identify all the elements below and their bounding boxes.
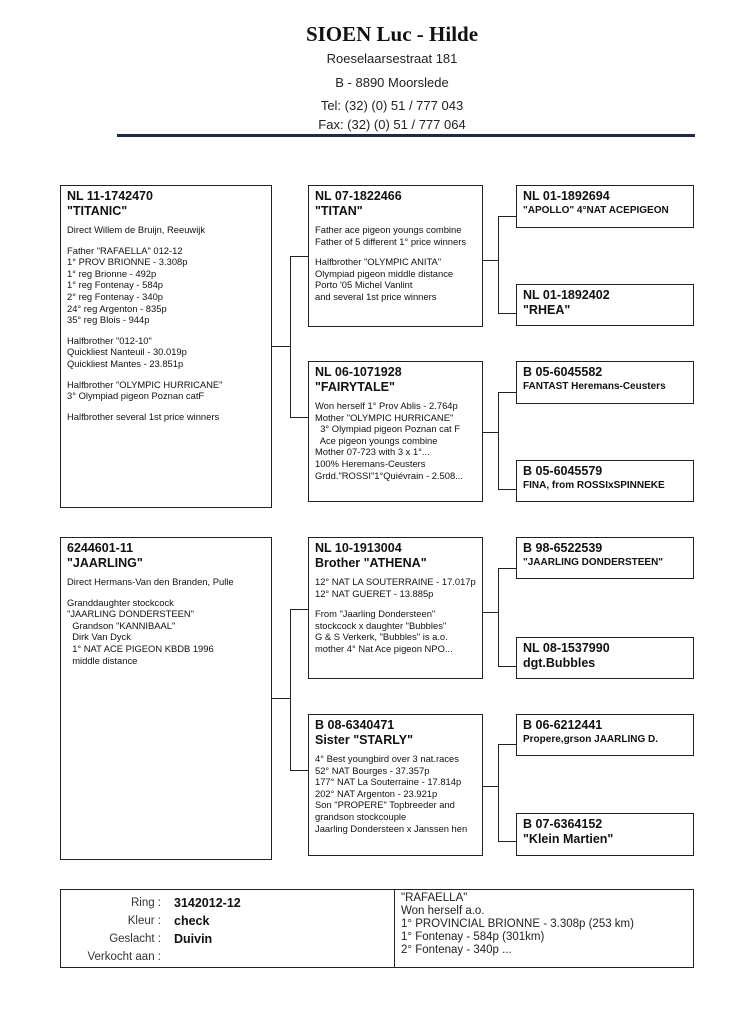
ring-number: NL 08-1537990: [523, 641, 610, 655]
connector-mother: [290, 609, 291, 770]
connector-fm: [483, 432, 498, 433]
pedigree-box-mmm: [516, 813, 694, 856]
text-line: mother 4° Nat Ace pigeon NPO...: [315, 642, 453, 654]
connector-mm: [498, 744, 516, 745]
text-line: 3° Olympiad pigeon Poznan catF: [67, 390, 205, 402]
pedigree-box-fmm: [516, 460, 694, 502]
connector-ff: [498, 313, 516, 314]
ring-number: NL 06-1071928: [315, 365, 402, 379]
text-line: stockcock x daughter "Bubbles": [315, 619, 447, 631]
ring-number: B 05-6045582: [523, 365, 603, 379]
owner-city: B - 8890 Moorslede: [335, 75, 449, 90]
pigeon-name: Sister "STARLY": [315, 733, 413, 747]
ring-number: B 08-6340471: [315, 718, 395, 732]
text-line: Quickliest Nanteuil - 30.019p: [67, 346, 187, 358]
pigeon-name: "TITAN": [315, 204, 363, 218]
sex-value: Duivin: [174, 932, 213, 946]
owner-name: SIOEN Luc - Hilde: [305, 22, 479, 46]
text-line: Halfbrother "OLYMPIC ANITA": [315, 256, 442, 268]
ring-number: B 98-6522539: [523, 541, 603, 555]
footer-divider: [394, 890, 395, 967]
pedigree-box-fm: [308, 361, 483, 502]
text-line: Father "RAFAELLA" 012-12: [67, 244, 183, 256]
text-line: Mother 07-723 with 3 x 1°...: [315, 446, 430, 458]
text-line: Halfbrother "012-10": [67, 334, 152, 346]
text-line: and several 1st price winners: [315, 290, 437, 302]
text-line: [67, 402, 265, 411]
connector-ff: [483, 260, 498, 261]
connector-mm: [483, 786, 498, 787]
text-line: 2° reg Fontenay - 340p: [67, 290, 163, 302]
connector-father: [290, 256, 308, 257]
pigeon-name: "TITANIC": [67, 204, 128, 218]
text-line: "RAFAELLA": [401, 892, 468, 904]
text-line: Won herself a.o.: [401, 905, 485, 917]
text-line: middle distance: [67, 654, 138, 666]
pedigree-box-mf: [308, 537, 483, 679]
text-line: 1° NAT ACE PIGEON KBDB 1996: [67, 642, 214, 654]
connector-mother: [290, 609, 308, 610]
pigeon-name: "FAIRYTALE": [315, 380, 395, 394]
ring-number: B 07-6364152: [523, 817, 603, 831]
ring-label: Ring :: [130, 897, 161, 909]
text-line: From "Jaarling Dondersteen": [315, 608, 436, 620]
connector-father: [272, 346, 290, 347]
connector-mf: [498, 568, 516, 569]
ring-number: B 06-6212441: [523, 718, 603, 732]
pigeon-name: dgt.Bubbles: [523, 656, 596, 670]
pigeon-name: FINA, from ROSSIxSPINNEKE: [523, 480, 665, 491]
description: [315, 753, 476, 834]
header-divider: [117, 134, 695, 137]
text-line: 12° NAT LA SOUTERRAINE - 17.017p: [315, 576, 476, 587]
pigeon-details: [60, 889, 694, 968]
connector-father: [290, 417, 308, 418]
pedigree-box-mff: [516, 537, 694, 579]
text-line: 1° PROV BRIONNE - 3.308p: [67, 256, 188, 268]
pedigree-box-fff: [516, 185, 694, 228]
text-line: [315, 247, 476, 256]
text-line: [67, 370, 265, 379]
text-line: 12° NAT GUERET - 13.885p: [315, 587, 434, 599]
text-line: 1° Fontenay - 584p (301km): [401, 931, 545, 943]
footer-note: [401, 892, 634, 957]
text-line: "JAARLING DONDERSTEEN": [67, 608, 194, 620]
description: [67, 224, 265, 422]
connector-fm: [498, 489, 516, 490]
pigeon-name: "JAARLING": [67, 556, 143, 570]
connector-ff: [498, 216, 516, 217]
text-line: 1° PROVINCIAL BRIONNE - 3.308p (253 km): [401, 918, 634, 930]
pedigree-box-mother: [60, 537, 272, 860]
pedigree-box-ff: [308, 185, 483, 327]
text-line: [67, 588, 265, 597]
sold-to-label: Verkocht aan :: [87, 951, 161, 963]
ring-number: B 05-6045579: [523, 464, 603, 478]
connector-mf: [498, 568, 499, 666]
color-value: check: [174, 914, 210, 928]
ring-number: NL 01-1892402: [523, 288, 610, 302]
ring-value: 3142012-12: [174, 896, 241, 910]
pedigree-box-ffm: [516, 284, 694, 326]
owner-tel: Tel: (32) (0) 51 / 777 043: [320, 98, 464, 113]
description: [315, 400, 476, 481]
text-line: Olympiad pigeon middle distance: [315, 267, 454, 279]
text-line: Son "PROPERE" Topbreeder and: [315, 799, 455, 811]
text-line: [67, 236, 265, 245]
text-line: Father of 5 different 1° price winners: [315, 235, 467, 247]
text-line: Won herself 1° Prov Ablis - 2.764p: [315, 400, 458, 411]
text-line: Mother "OLYMPIC HURRICANE": [315, 411, 454, 423]
text-line: 4° Best youngbird over 3 nat.races: [315, 753, 459, 764]
pedigree-box-mfm: [516, 637, 694, 679]
connector-fm: [498, 392, 499, 489]
text-line: 3° Olympiad pigeon Poznan cat F: [315, 423, 460, 435]
text-line: [67, 326, 265, 335]
text-line: 52° NAT Bourges - 37.357p: [315, 764, 430, 776]
connector-mf: [498, 666, 516, 667]
text-line: 177° NAT La Souterraine - 17.814p: [315, 776, 462, 788]
connector-mother: [290, 770, 308, 771]
pigeon-name: "JAARLING DONDERSTEEN": [523, 557, 664, 568]
ring-number: NL 01-1892694: [523, 189, 610, 203]
text-line: 100% Heremans-Ceusters: [315, 457, 426, 469]
sex-label: Geslacht :: [109, 933, 161, 945]
text-line: Grdd."ROSSI"1°Quiévrain - 2.508...: [315, 469, 463, 481]
text-line: Porto '05 Michel Vanlint: [315, 279, 413, 291]
text-line: 24° reg Argenton - 835p: [67, 302, 167, 314]
text-line: Jaarling Dondersteen x Janssen hen: [315, 822, 468, 834]
ring-number: 6244601-11: [67, 541, 134, 555]
connector-ff: [498, 216, 499, 313]
text-line: Granddaughter stockcock: [67, 596, 174, 608]
pigeon-name: "APOLLO" 4°NAT ACEPIGEON: [523, 205, 669, 216]
text-line: Direct Hermans-Van den Branden, Pulle: [67, 576, 234, 587]
text-line: Halfbrother several 1st price winners: [67, 410, 220, 422]
text-line: Halfbrother "OLYMPIC HURRICANE": [67, 378, 223, 390]
pigeon-name: "Klein Martien": [523, 832, 614, 846]
text-line: 1° reg Brionne - 492p: [67, 267, 157, 279]
connector-father: [290, 256, 291, 417]
text-line: Direct Willem de Bruijn, Reeuwijk: [67, 224, 206, 235]
connector-mother: [272, 698, 290, 699]
text-line: 35° reg Blois - 944p: [67, 314, 150, 326]
text-line: [315, 599, 476, 608]
pigeon-name: Brother "ATHENA": [315, 556, 427, 570]
description: [315, 224, 476, 303]
pigeon-name: FANTAST Heremans-Ceusters: [523, 381, 666, 392]
owner-fax: Fax: (32) (0) 51 / 777 064: [318, 117, 466, 132]
text-line: Dirk Van Dyck: [67, 631, 131, 643]
ring-number: NL 07-1822466: [315, 189, 402, 203]
connector-mm: [498, 841, 516, 842]
connector-mf: [483, 612, 498, 613]
text-line: 202° NAT Argenton - 23.921p: [315, 787, 438, 799]
pedigree-box-mmf: [516, 714, 694, 756]
text-line: Grandson "KANNIBAAL": [67, 619, 176, 631]
pigeon-name: Propere,grson JAARLING D.: [523, 734, 659, 745]
color-label: Kleur :: [127, 915, 161, 927]
text-line: Father ace pigeon youngs combine: [315, 224, 462, 235]
connector-fm: [498, 392, 516, 393]
text-line: 2° Fontenay - 340p ...: [401, 944, 512, 956]
text-line: grandson stockcouple: [315, 810, 407, 822]
pedigree-box-fmf: [516, 361, 694, 404]
connector-mm: [498, 744, 499, 841]
ring-number: NL 11-1742470: [67, 189, 153, 203]
text-line: 1° reg Fontenay - 584p: [67, 279, 163, 291]
text-line: G & S Verkerk, "Bubbles" is a.o.: [315, 631, 448, 643]
pedigree-box-mm: [308, 714, 483, 856]
text-line: Ace pigeon youngs combine: [315, 434, 438, 446]
description: [67, 576, 265, 666]
description: [315, 576, 476, 655]
ring-number: NL 10-1913004: [315, 541, 402, 555]
owner-street: Roeselaarsestraat 181: [326, 51, 458, 66]
pigeon-name: "RHEA": [523, 303, 571, 317]
text-line: Quickliest Mantes - 23.851p: [67, 357, 184, 369]
pedigree-box-father: [60, 185, 272, 508]
